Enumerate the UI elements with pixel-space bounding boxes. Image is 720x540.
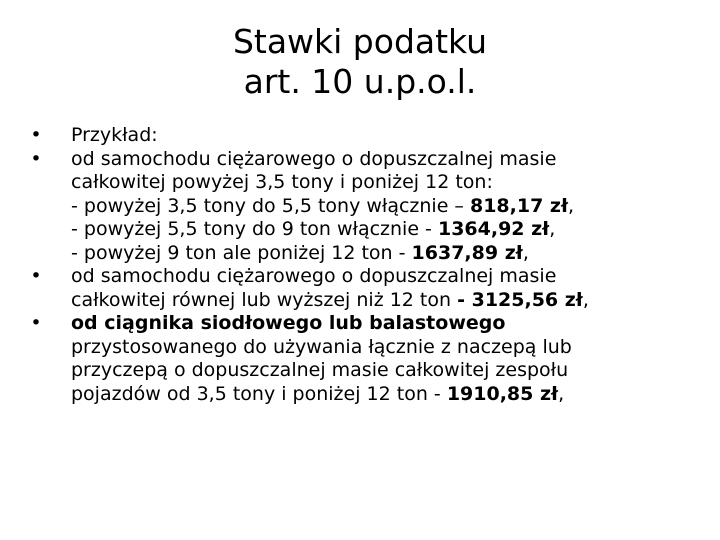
item-line — [71, 289, 708, 313]
item-line: całkowitej powyżej 3,5 tony i poniżej 12 ton: — [71, 171, 493, 193]
item-line-text: pojazdów od 3,5 tony i poniżej 12 ton - — [71, 382, 447, 405]
list-item — [28, 265, 708, 312]
punctuation: , — [522, 241, 529, 264]
title-line-1: Stawki podatku — [232, 22, 488, 61]
item-line-text: całkowitej równej lub wyższej niż 12 ton — [71, 288, 458, 311]
item-line: od samochodu ciężarowego o dopuszczalnej masie — [71, 265, 557, 287]
bullet-icon: • — [30, 312, 42, 334]
tax-amount: 1637,89 zł — [411, 241, 523, 264]
punctuation: , — [568, 194, 575, 217]
punctuation: , — [549, 218, 556, 240]
sub-item — [71, 195, 708, 219]
item-line: od samochodu ciężarowego o dopuszczalnej masie — [71, 147, 557, 170]
sub-item-text: - powyżej 9 ton ale poniżej 12 ton - — [71, 241, 412, 264]
sub-item-text: - powyżej 5,5 tony do 9 ton włącznie - — [71, 218, 438, 240]
item-line: przyczepą o dopuszczalnej masie całkowitej zespołu — [71, 359, 569, 381]
item-line — [71, 383, 708, 407]
tax-amount: - 3125,56 zł — [457, 288, 583, 311]
item-heading: od ciągnika siodłowego lub balastowego — [71, 312, 506, 334]
list-item — [28, 124, 708, 148]
sub-item — [71, 242, 708, 266]
sub-item-text: - powyżej 3,5 tony do 5,5 tony włącznie – — [71, 194, 470, 217]
tax-amount: 818,17 zł — [469, 194, 569, 217]
tax-amount: 1364,92 zł — [437, 218, 550, 240]
list-item — [28, 148, 708, 266]
item-text: Przykład: — [71, 124, 158, 146]
sub-item — [71, 218, 708, 242]
bullet-icon: • — [30, 265, 42, 287]
tax-amount: 1910,85 zł — [446, 382, 559, 405]
bullet-icon: • — [30, 124, 42, 146]
bullet-list — [28, 124, 708, 406]
punctuation: , — [558, 382, 565, 405]
list-item — [28, 312, 708, 406]
slide-title — [200, 22, 520, 101]
punctuation: , — [582, 288, 589, 311]
bullet-icon: • — [30, 147, 42, 170]
title-line-2: art. 10 u.p.o.l. — [243, 61, 477, 101]
item-line: przystosowanego do używania łącznie z naczepą lub — [71, 335, 572, 358]
